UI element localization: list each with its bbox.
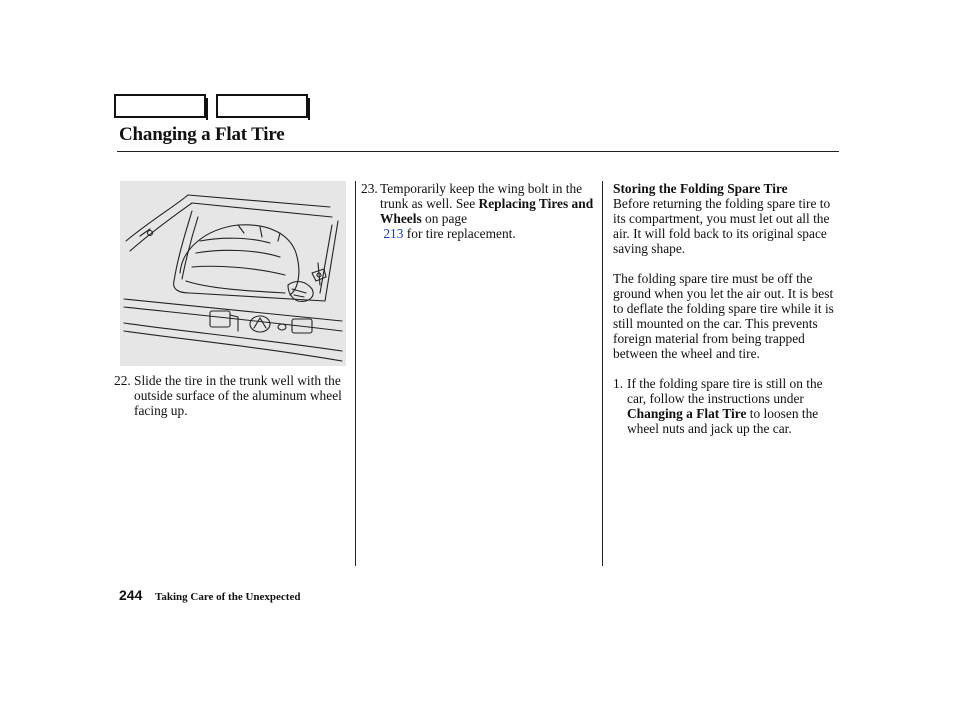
page-number: 244: [119, 587, 143, 603]
trunk-spare-tire-icon: [120, 181, 346, 366]
title-rule: [117, 151, 839, 152]
step-text: Slide the tire in the trunk well with the outside surface of the aluminum wheel facing up.: [134, 373, 342, 418]
storing-section: [613, 181, 839, 436]
step-text-part: If the folding spare tire is still on the car, follow the instructions under: [627, 376, 823, 406]
page-title: Changing a Flat Tire: [119, 124, 285, 145]
paragraph: The folding spare tire must be off the ground when you let the air out. It is best to deflate the folding spare tire while it is still mounted on the car. This prevents foreign material from being trapped between the wheel and tire.: [613, 271, 834, 361]
step-text-part: for tire replacement.: [403, 226, 516, 241]
step-number: 22.: [114, 373, 131, 388]
step-text: [627, 376, 839, 436]
step-text-part: to loosen the wheel nuts and jack up the car.: [627, 406, 819, 436]
step-text: [380, 181, 595, 241]
step-text-part: on page: [421, 211, 468, 226]
step-22: [114, 373, 350, 418]
step-1: [613, 376, 839, 436]
step-number: 23.: [361, 181, 378, 196]
footer-section-title: Taking Care of the Unexpected: [155, 591, 301, 603]
step-number: 1.: [613, 376, 624, 391]
column-divider: [602, 181, 603, 566]
cross-reference: Changing a Flat Tire: [627, 406, 747, 421]
cross-reference: Replacing Tires and Wheels: [380, 196, 594, 226]
header-tab-box-right: [216, 94, 308, 118]
page-link-213[interactable]: 213: [383, 226, 404, 241]
storing-block: [613, 181, 839, 256]
paragraph: Before returning the folding spare tire to its compartment, you must let out all the air. It will fold back to its original space saving shape.: [613, 196, 831, 256]
step-23: [361, 181, 595, 241]
column-divider: [355, 181, 356, 566]
header-tab-box-left: [114, 94, 206, 118]
step-text-part: Temporarily keep the wing bolt in the trunk as well. See: [380, 181, 583, 211]
trunk-illustration: [120, 181, 346, 366]
section-heading: Storing the Folding Spare Tire: [613, 181, 788, 196]
